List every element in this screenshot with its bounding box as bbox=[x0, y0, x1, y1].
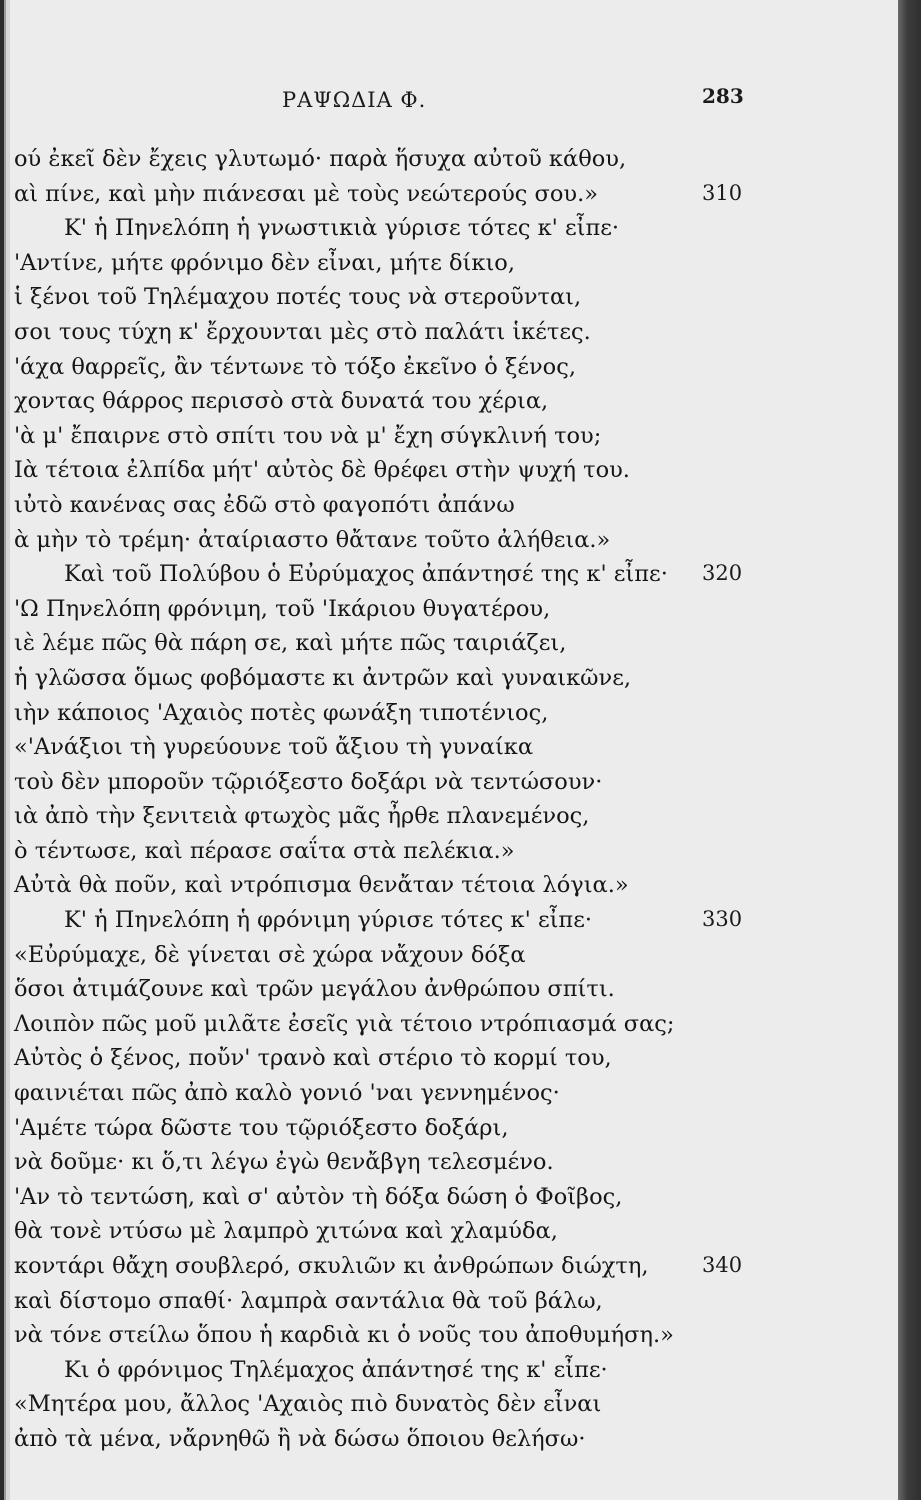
verse-line: Κ' ἡ Πηνελόπη ἡ φρόνιμη γύρισε τότες κ' εἶπε· bbox=[64, 907, 593, 934]
verse-line: αὶ πίνε, καὶ μὴν πιάνεσαι μὲ τοὺς νεώτερούς σου.» bbox=[14, 180, 599, 207]
verse-line: Λοιπὸν πῶς μοῦ μιλᾶτε ἐσεῖς γιὰ τέτοιο ντρόπιασμά σας; bbox=[14, 1010, 675, 1037]
verse-line: ὸ τέντωσε, καὶ πέρασε σαΐτα στὰ πελέκια.» bbox=[14, 837, 515, 864]
verse-line: Καὶ τοῦ Πολύβου ὁ Εὐρύμαχος ἀπάντησέ της κ' εἶπε· bbox=[64, 561, 668, 588]
verse-text bbox=[14, 142, 694, 1457]
verse-line: κοντάρι θἄχη σουβλερό, σκυλιῶν κι ἀνθρώπων διώχτη, bbox=[14, 1253, 649, 1279]
verse-line: Κι ὁ φρόνιμος Τηλέμαχος ἀπάντησέ της κ' εἶπε· bbox=[64, 1356, 608, 1383]
verse-line: 'άχα θαρρεῖς, ἂν τέντωνε τὸ τόξο ἐκεῖνο ὁ ξένος, bbox=[14, 353, 576, 380]
verse-line: ιὴν κάποιος 'Αχαιὸς ποτὲς φωνάξη τιποτένιος, bbox=[14, 699, 549, 726]
verse-line: 'ὰ μ' ἔπαιρνε στὸ σπίτι του νὰ μ' ἔχη σύγκλινή του; bbox=[14, 422, 602, 449]
verse-line: «Εὐρύμαχε, δὲ γίνεται σὲ χώρα νἄχουν δόξα bbox=[14, 941, 526, 968]
next-page-edge bbox=[898, 0, 921, 1500]
line-number: 320 bbox=[702, 561, 743, 586]
line-number: 310 bbox=[702, 180, 743, 205]
verse-line: φαινιέται πῶς ἀπὸ καλὸ γονιό 'ναι γεννημένος· bbox=[14, 1080, 560, 1107]
verse-line: Ιὰ τέτοια ἐλπίδα μήτ' αὐτὸς δὲ θρέφει στὴν ψυχή του. bbox=[14, 457, 630, 484]
verse-line: ὰ μὴν τὸ τρέμη· ἀταίριαστο θἄτανε τοῦτο ἀλήθεια.» bbox=[14, 526, 611, 553]
verse-line: ού ἐκεῖ δὲν ἔχεις γλυτωμό· παρὰ ἥσυχα αὐτοῦ κάθου, bbox=[14, 146, 627, 172]
verse-line: 'Αντίνε, μήτε φρόνιμο δὲν εἶναι, μήτε δίκιο, bbox=[14, 249, 515, 276]
verse-line: ιὐτὸ κανένας σας ἐδῶ στὸ φαγοπότι ἀπάνω bbox=[14, 491, 515, 518]
verse-line: Κ' ἡ Πηνελόπη ἡ γνωστικιὰ γύρισε τότες κ' εἶπε· bbox=[64, 215, 620, 242]
verse-line: νὰ δοῦμε· κι ὅ,τι λέγω ἐγὼ θενἄβγη τελεσμένο. bbox=[14, 1149, 554, 1176]
verse-line: θὰ τονὲ ντύσω μὲ λαμπρὸ χιτώνα καὶ χλαμύδα, bbox=[14, 1218, 558, 1245]
line-number: 330 bbox=[702, 907, 743, 932]
verse-line: νὰ τόνε στείλω ὅπου ἡ καρδιὰ κι ὁ νοῦς του ἀποθυμήση.» bbox=[14, 1322, 674, 1349]
verse-line: 'Αμέτε τώρα δῶστε του τῷριόξεστο δοξάρι, bbox=[14, 1114, 509, 1141]
verse-line: σοι τους τύχη κ' ἔρχουνται μὲς στὸ παλάτι ἱκέτες. bbox=[14, 318, 591, 345]
verse-line: ἡ γλῶσσα ὅμως φοβόμαστε κι ἀντρῶν καὶ γυναικῶνε, bbox=[14, 664, 632, 691]
page-gutter-shadow bbox=[0, 0, 10, 1500]
verse-line: ιὲ λέμε πῶς θὰ πάρη σε, καὶ μήτε πῶς ταιριάζει, bbox=[14, 630, 567, 657]
verse-line: 'Ω Πηνελόπη φρόνιμη, τοῦ 'Ικάριου θυγατέρου, bbox=[14, 595, 551, 622]
running-head: ΡΑΨΩΔΙΑ Φ. bbox=[282, 88, 427, 112]
verse-line: ὅσοι ἀτιμάζουνε καὶ τρῶν μεγάλου ἀνθρώπου σπίτι. bbox=[14, 976, 615, 1003]
verse-line: 'Αν τὸ τεντώση, καὶ σ' αὐτὸν τὴ δόξα δώση ὁ Φοῖβος, bbox=[14, 1183, 623, 1210]
verse-line: ἱ ξένοι τοῦ Τηλέμαχου ποτές τους νὰ στεροῦνται, bbox=[14, 284, 582, 311]
verse-line: «'Ανάξιοι τὴ γυρεύουνε τοῦ ἄξιου τὴ γυναίκα bbox=[14, 734, 534, 761]
verse-line: Αὐτὰ θὰ ποῦν, καὶ ντρόπισμα θενἄταν τέτοια λόγια.» bbox=[14, 872, 629, 899]
line-number: 340 bbox=[702, 1253, 743, 1278]
page-number: 283 bbox=[702, 84, 744, 108]
verse-line: χοντας θάρρος περισσὸ στὰ δυνατά του χέρια, bbox=[14, 388, 549, 415]
verse-line: Αὐτὸς ὁ ξένος, ποὔν' τρανὸ καὶ στέριο τὸ κορμί του, bbox=[14, 1045, 612, 1072]
verse-line: τοὺ δὲν μποροῦν τῷριόξεστο δοξάρι νὰ τεντώσουν· bbox=[14, 768, 603, 795]
verse-line: «Μητέρα μου, ἄλλος 'Αχαιὸς πιὸ δυνατὸς δὲν εἶναι bbox=[14, 1391, 602, 1418]
verse-line: ἀπὸ τὰ μένα, νἄρνηθῶ ἢ νὰ δώσω ὅποιου θελήσω· bbox=[14, 1425, 586, 1452]
verse-line: καὶ δίστομο σπαθί· λαμπρὰ σαντάλια θὰ τοῦ βάλω, bbox=[14, 1287, 603, 1314]
verse-line: ιὰ ἀπὸ τὴν ξενιτειὰ φτωχὸς μᾶς ἦρθε πλανεμένος, bbox=[14, 803, 590, 830]
